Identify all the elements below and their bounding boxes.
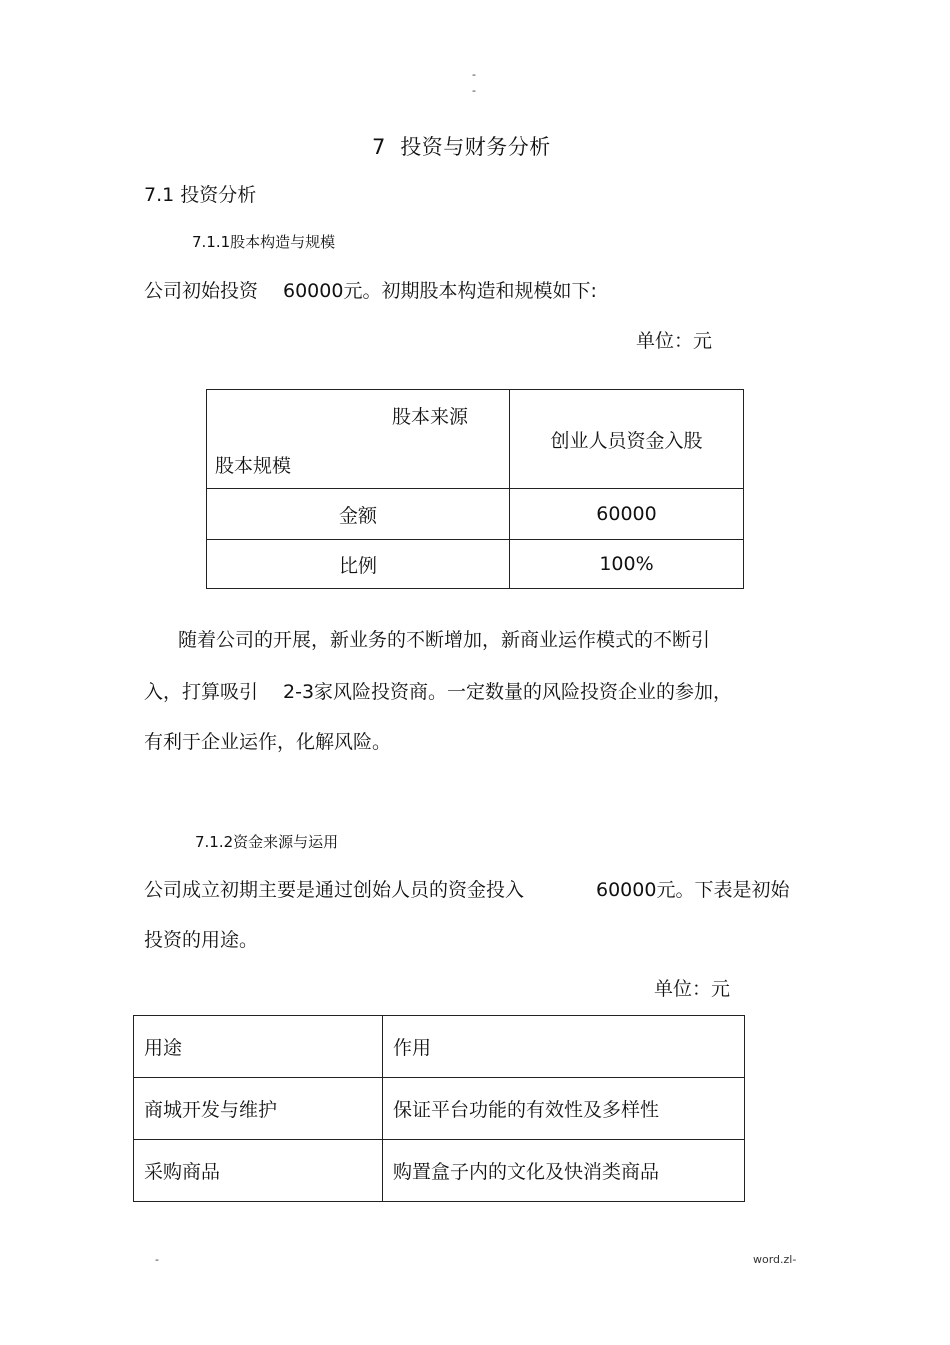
para3-line2: 投资的用途。 (144, 929, 259, 951)
unit-label-1: 单位：元 (636, 330, 713, 352)
equity-row-label: 金额 (207, 489, 510, 540)
equity-row-value: 60000 (510, 489, 744, 540)
table-row (207, 540, 744, 589)
table-row (207, 489, 744, 540)
chapter-title: 7 投资与财务分析 (372, 135, 551, 159)
footer-left-mark: - (155, 1253, 159, 1266)
para2-line1: 随着公司的开展，新业务的不断增加，新商业运作模式的不断引 (178, 629, 711, 651)
section-7-1-1-heading: 7.1.1股本构造与规模 (192, 233, 336, 251)
unit-label-2: 单位：元 (654, 978, 731, 1000)
funds-header-purpose: 作用 (383, 1016, 745, 1078)
equity-header-source: 股本来源 (392, 406, 469, 428)
footer-right-text: word.zl- (753, 1253, 797, 1266)
funds-cell-usage: 采购商品 (134, 1140, 383, 1202)
funds-cell-purpose: 保证平台功能的有效性及多样性 (383, 1078, 745, 1140)
funds-cell-purpose: 购置盒子内的文化及快消类商品 (383, 1140, 745, 1202)
section-7-1-2-heading: 7.1.2资金来源与运用 (195, 833, 339, 851)
para3-line1-left: 公司成立初期主要是通过创始人员的资金投入 (144, 879, 525, 901)
para2-line2-right: 2-3家风险投资商。一定数量的风险投资企业的参加， (283, 681, 733, 703)
equity-header-col2: 创业人员资金入股 (510, 390, 744, 489)
section-7-1-heading: 7.1 投资分析 (144, 184, 257, 206)
equity-header-scale: 股本规模 (215, 455, 292, 477)
funds-usage-table (133, 1015, 745, 1202)
equity-table (206, 389, 744, 589)
para1-right: 60000元。初期股本构造和规模如下: (283, 280, 597, 302)
para2-line3: 有利于企业运作，化解风险。 (144, 731, 392, 753)
para1-left: 公司初始投资 (144, 280, 259, 302)
equity-table-diag-header (207, 390, 510, 489)
funds-header-usage: 用途 (134, 1016, 383, 1078)
para2-line2-left: 入，打算吸引 (144, 681, 259, 703)
funds-cell-usage: 商城开发与维护 (134, 1078, 383, 1140)
table-row (134, 1078, 745, 1140)
table-row (134, 1016, 745, 1078)
equity-row-value: 100% (510, 540, 744, 589)
header-mark-bottom: - (472, 84, 476, 97)
para3-line1-right: 60000元。下表是初始 (596, 879, 790, 901)
table-row (134, 1140, 745, 1202)
equity-row-label: 比例 (207, 540, 510, 589)
header-mark-top: - (472, 68, 476, 81)
